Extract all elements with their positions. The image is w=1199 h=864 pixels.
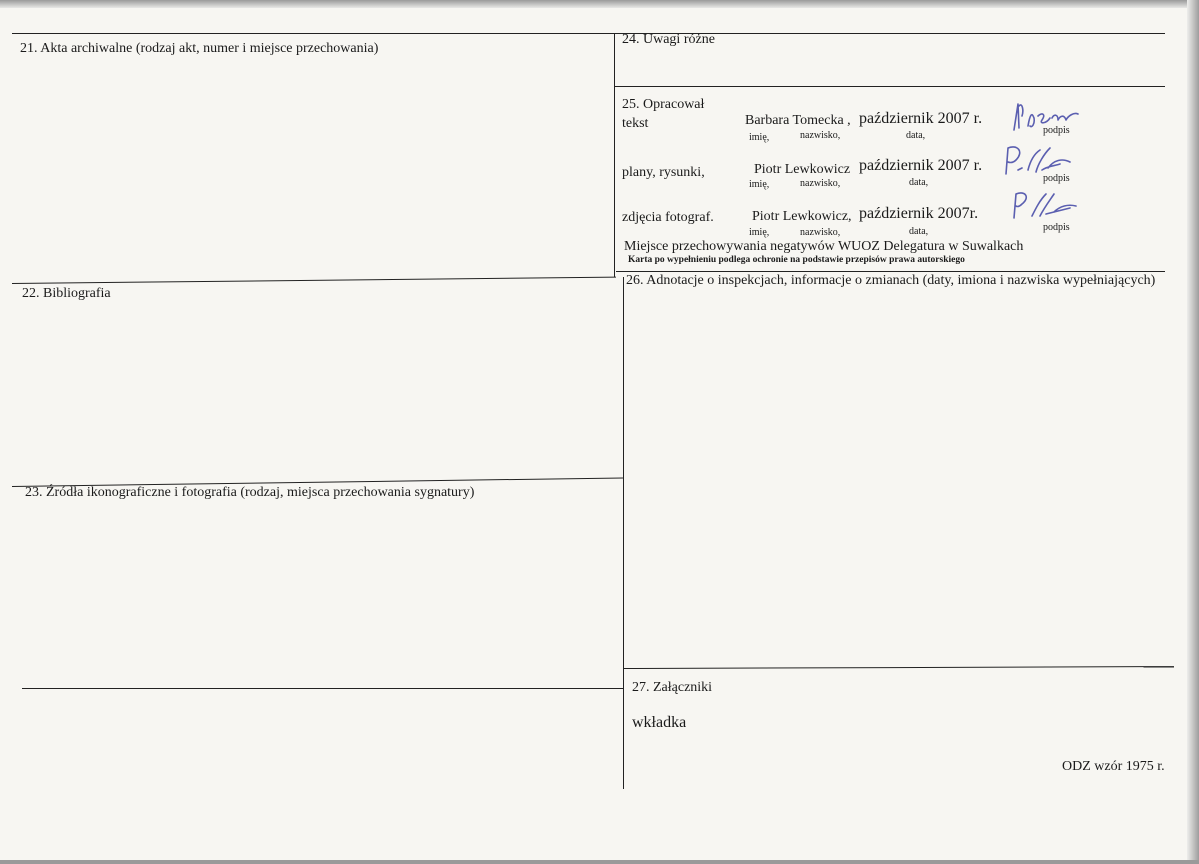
prepared-date-photos: październik 2007r. [859,205,979,222]
prepared-date-text: październik 2007 r. [859,110,983,127]
prepared-name-text: Barbara Tomecka , [745,113,851,128]
prepared-label-photos: zdjęcia fotograf. [622,210,714,225]
caption-date: data, [909,177,929,188]
signature-piotr-lewkowicz-photos [1008,186,1088,226]
scan-edge-top [0,0,1199,8]
caption-last-name: nazwisko, [800,227,841,238]
caption-signature: podpis [1043,222,1070,233]
section-24-heading: 24. Uwagi różne [622,32,715,47]
caption-last-name: nazwisko, [800,130,841,141]
rule-26-27 [623,666,1174,669]
caption-last-name: nazwisko, [800,178,841,189]
prepared-label-plans: plany, rysunki, [622,165,705,180]
caption-first-name: imię, [749,132,770,143]
signature-barbara-tomecka [1008,96,1098,136]
prepared-label-text: tekst [622,116,649,131]
caption-date: data, [909,226,929,237]
caption-date: data, [906,130,926,141]
section-22-heading: 22. Bibliografia [22,286,111,301]
rule-21-22 [12,277,616,284]
caption-first-name: imię, [749,227,770,238]
negatives-storage: Miejsce przechowywania negatywów WUOZ Delegatura w Suwalkach [624,239,1024,254]
section-23-heading: 23. Źródła ikonograficzne i fotografia (rodzaj, miejsca przechowania sygnatury) [25,485,475,500]
attachments-value: wkładka [632,714,687,731]
scan-edge-bottom [0,860,1199,864]
scan-edge-right [1187,0,1199,864]
caption-signature: podpis [1043,173,1070,184]
form-identifier: ODZ wzór 1975 r. [1062,759,1165,774]
rule-bottom-left [22,688,623,689]
section-26-heading: 26. Adnotacje o inspekcjach, informacje o zmianach (daty, imiona i nazwiska wypełniających) [626,273,1156,288]
caption-signature: podpis [1043,125,1070,136]
vertical-divider [614,33,615,277]
rule-25-26 [616,271,1165,272]
vertical-divider-lower [623,277,624,789]
section-27-heading: 27. Załączniki [632,680,713,695]
signature-piotr-lewkowicz-plans [1000,140,1080,180]
top-rule [12,33,1165,34]
section-21-heading: 21. Akta archiwalne (rodzaj akt, numer i miejsce przechowania) [20,41,379,56]
caption-first-name: imię, [749,179,770,190]
prepared-name-plans: Piotr Lewkowicz [754,162,851,177]
rule-24-25 [614,86,1165,87]
prepared-name-photos: Piotr Lewkowicz, [752,209,852,224]
prepared-date-plans: październik 2007 r. [859,157,983,174]
copyright-notice: Karta po wypełnieniu podlega ochronie na podstawie przepisów prawa autorskiego [628,255,965,265]
section-25-heading: 25. Opracował [622,97,705,112]
